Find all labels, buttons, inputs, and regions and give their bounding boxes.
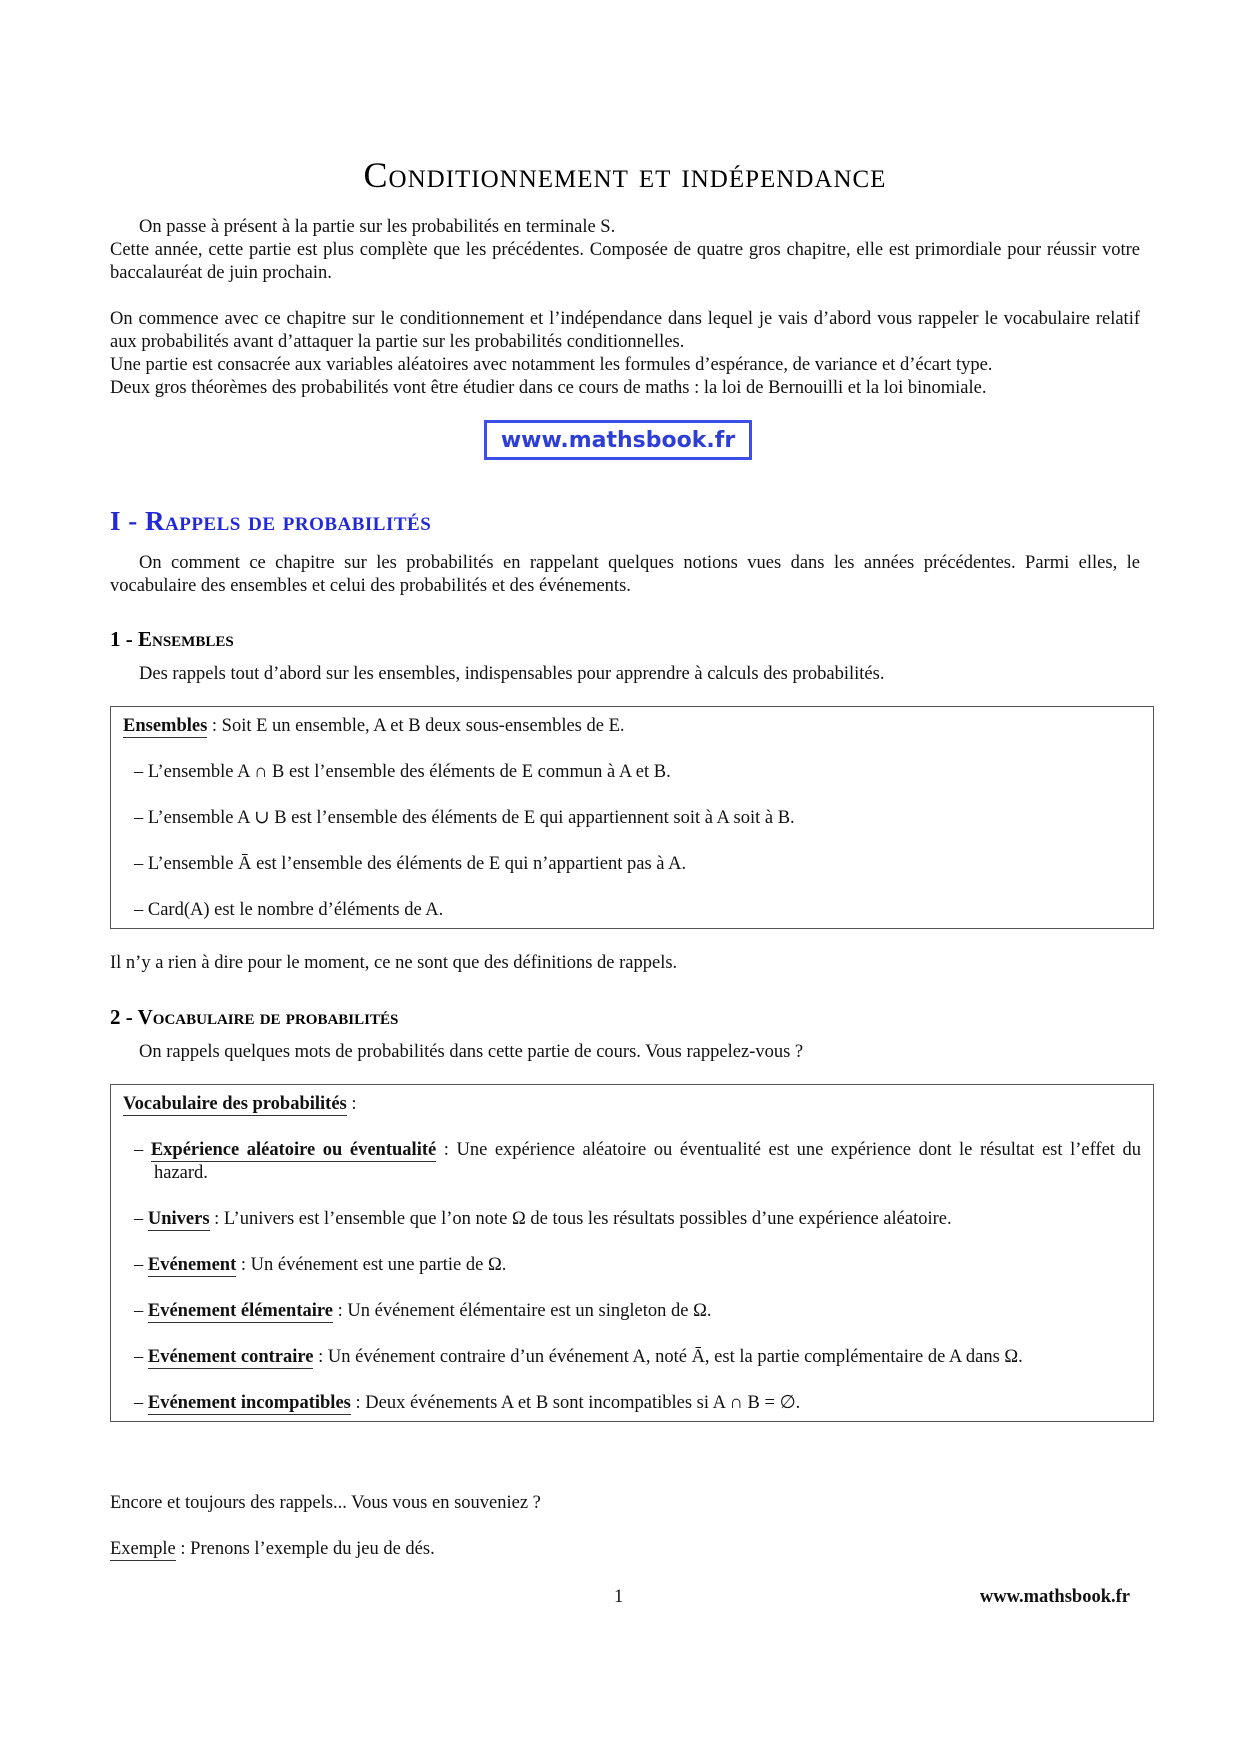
list-item: – L’ensemble A ∩ B est l’ensemble des éléments de E commun à A et B. [134, 762, 671, 782]
footer-website: www.mathsbook.fr [979, 1587, 1130, 1607]
term-definition: : Deux événements A et B sont incompatibles si A ∩ B = ∅. [350, 1393, 801, 1413]
list-item: – Evénement contraire : Un événement contraire d’un événement A, noté Ā, est la partie complémentaire de A dans Ω. [134, 1347, 1023, 1367]
term-label: Evénement élémentaire [147, 1301, 333, 1321]
term-definition: : Une expérience aléatoire ou éventualité est une expérience dont le résultat est l’effet du hazard. [154, 1140, 1141, 1183]
term-label: Evénement incompatibles [147, 1393, 351, 1413]
list-item: – L’ensemble Ā est l’ensemble des éléments de E qui n’appartient pas à A. [134, 854, 687, 874]
term-definition: : L’univers est l’ensemble que l’on note Ω de tous les résultats possibles d’une expérience aléatoire. [209, 1209, 952, 1229]
intro-text [110, 216, 1140, 400]
subsection-paragraph: Des rappels tout d’abord sur les ensembles, indispensables pour apprendre à calculs des probabilités. [139, 664, 885, 684]
list-item: – Expérience aléatoire ou éventualité : Une expérience aléatoire ou éventualité est une expérience dont le résultat est l’effet du hazard. [134, 1140, 1141, 1183]
subsection-intro [110, 1041, 1140, 1064]
term-label: Evénement contraire [147, 1347, 314, 1367]
example-text: : Prenons l’exemple du jeu de dés. [175, 1539, 435, 1559]
website-link-box[interactable]: www.mathsbook.fr [484, 420, 752, 460]
term-definition: : Un événement est une partie de Ω. [236, 1255, 507, 1275]
box-label: Ensembles [123, 716, 208, 736]
list-item: – Univers : L’univers est l’ensemble que l’on note Ω de tous les résultats possibles d’une expérience aléatoire. [134, 1209, 952, 1229]
intro-paragraph: On commence avec ce chapitre sur le conditionnement et l’indépendance dans lequel je vais d’abord vous rappeler le vocabulaire relatif aux probabilités avant d’attaquer la partie sur les probabilités conditionnelles. [110, 309, 1140, 352]
box-heading [123, 715, 1141, 738]
term-label: Univers [147, 1209, 210, 1229]
note-text [110, 952, 1140, 975]
term-label: Expérience aléatoire ou éventualité [150, 1140, 437, 1160]
subsection-intro [110, 663, 1140, 686]
subsection-heading: 1 - Ensembles [110, 627, 234, 651]
intro-paragraph: Cette année, cette partie est plus complète que les précédentes. Composée de quatre gros chapitre, elle est primordiale pour réussir votre baccalauréat de juin prochain. [110, 240, 1140, 283]
subsection-heading: 2 - Vocabulaire de probabilités [110, 1005, 399, 1029]
document-page [110, 0, 1154, 1754]
intro-paragraph: Une partie est consacrée aux variables aléatoires avec notamment les formules d’espérance, de variance et d’écart type. [110, 355, 993, 375]
list-item: – Card(A) est le nombre d’éléments de A. [134, 900, 444, 920]
term-label: Evénement [147, 1255, 237, 1275]
section-heading: I - Rappels de probabilités [110, 506, 432, 536]
intro-paragraph: Deux gros théorèmes des probabilités vont être étudier dans ce cours de maths : la loi de Bernouilli et la loi binomiale. [110, 378, 987, 398]
list-item: – Evénement élémentaire : Un événement élémentaire est un singleton de Ω. [134, 1301, 712, 1321]
page-title: Conditionnement et indépendance [363, 155, 887, 195]
section-paragraph: On comment ce chapitre sur les probabilités en rappelant quelques notions vues dans les années précédentes. Parmi elles, le vocabulaire des ensembles et celui des probabilités et des événements. [110, 553, 1140, 596]
list-item: – Evénement incompatibles : Deux événements A et B sont incompatibles si A ∩ B = ∅. [134, 1393, 801, 1413]
box-label: Vocabulaire des probabilités [123, 1094, 347, 1114]
subsection-paragraph: On rappels quelques mots de probabilités dans cette partie de cours. Vous rappelez-vous ? [139, 1042, 804, 1062]
intro-paragraph: On passe à présent à la partie sur les probabilités en terminale S. [139, 217, 616, 237]
note-text [110, 1492, 1140, 1515]
section-intro [110, 552, 1140, 598]
list-item: – L’ensemble A ∪ B est l’ensemble des éléments de E qui appartiennent soit à A soit à B. [134, 808, 795, 828]
example-line [110, 1538, 1140, 1561]
box-heading [123, 1093, 1141, 1116]
page-number: 1 [614, 1587, 624, 1607]
definition-box-vocabulary [110, 1084, 1154, 1422]
term-definition: : Un événement élémentaire est un singleton de Ω. [332, 1301, 712, 1321]
definition-box-sets [110, 706, 1154, 929]
box-heading-text: : [346, 1094, 357, 1114]
note-paragraph: Encore et toujours des rappels... Vous vous en souveniez ? [110, 1493, 541, 1513]
example-label: Exemple [110, 1539, 176, 1559]
box-heading-text: : Soit E un ensemble, A et B deux sous-ensembles de E. [207, 716, 625, 736]
example-paragraph [110, 1538, 1140, 1561]
term-definition: : Un événement contraire d’un événement A, noté Ā, est la partie complémentaire de A dans Ω. [313, 1347, 1023, 1367]
note-paragraph: Il n’y a rien à dire pour le moment, ce ne sont que des définitions de rappels. [110, 953, 678, 973]
list-item: – Evénement : Un événement est une partie de Ω. [134, 1255, 507, 1275]
